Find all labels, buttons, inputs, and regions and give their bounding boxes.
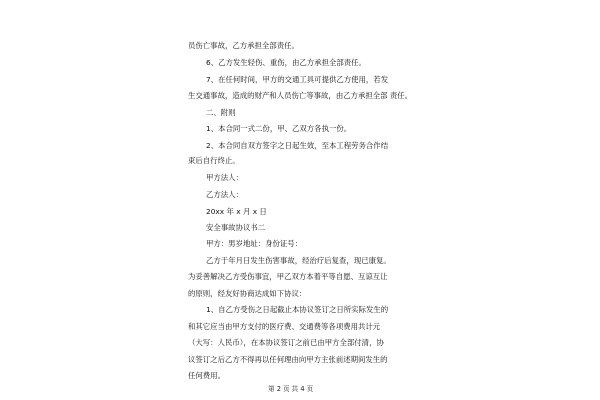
signature-party-b: 乙方法人： (206, 190, 243, 199)
document-subtitle: 安全事故协议书二 (206, 223, 266, 232)
text-line: 和其它应当由甲方支付的医疗费、交通费等各项费用共计元 (188, 322, 381, 331)
text-line: 1、自乙方受伤之日起截止本协议签订之日所实际发生的 (206, 305, 389, 314)
text-line: 的原则，经友好协商达成如下协议： (188, 289, 307, 298)
text-line: 为妥善解决乙方受伤事宜，甲乙双方本着平等自愿、互谅互让 (188, 272, 388, 281)
section-heading: 二、附则 (206, 108, 236, 117)
signature-party-a: 甲方法人： (206, 173, 243, 182)
text-line: 生交通事故，造成的财产和人员伤亡等事故，由乙方承担全部 责任。 (188, 91, 413, 100)
text-line: 束后自行终止。 (188, 156, 240, 165)
page-footer: 第 2 页 共 4 页 (268, 385, 314, 393)
signature-date: 20xx 年 x 月 x 日 (206, 207, 267, 216)
text-line: 6、乙方发生轻伤、重伤，由乙方承担全部责任。 (206, 58, 366, 67)
text-line: 任何费用。 (188, 371, 225, 380)
text-line: 乙方于年月日发生伤害事故，经治疗后复查，现已康复。 (206, 256, 391, 265)
text-line: 2、本合同自双方签字之日起生效，至本工程劳务合作结 (206, 141, 389, 150)
text-line: 甲方：男岁地址：身份证号： (206, 239, 303, 248)
text-line: 7、在任何时间，甲方的交通工具可提供乙方使用，若发 (206, 75, 389, 84)
text-line: 员伤亡事故，乙方承担全部责任。 (188, 41, 299, 50)
text-line: （大写：人民币），在本协议签订之前已由甲方全部付清，协 (188, 338, 384, 347)
text-line: 1、本合同一式二份，甲、乙双方各执一份。 (206, 124, 352, 133)
text-line: 议签订之后乙方不得再以任何理由向甲方主张前述期间发生的 (188, 355, 388, 364)
